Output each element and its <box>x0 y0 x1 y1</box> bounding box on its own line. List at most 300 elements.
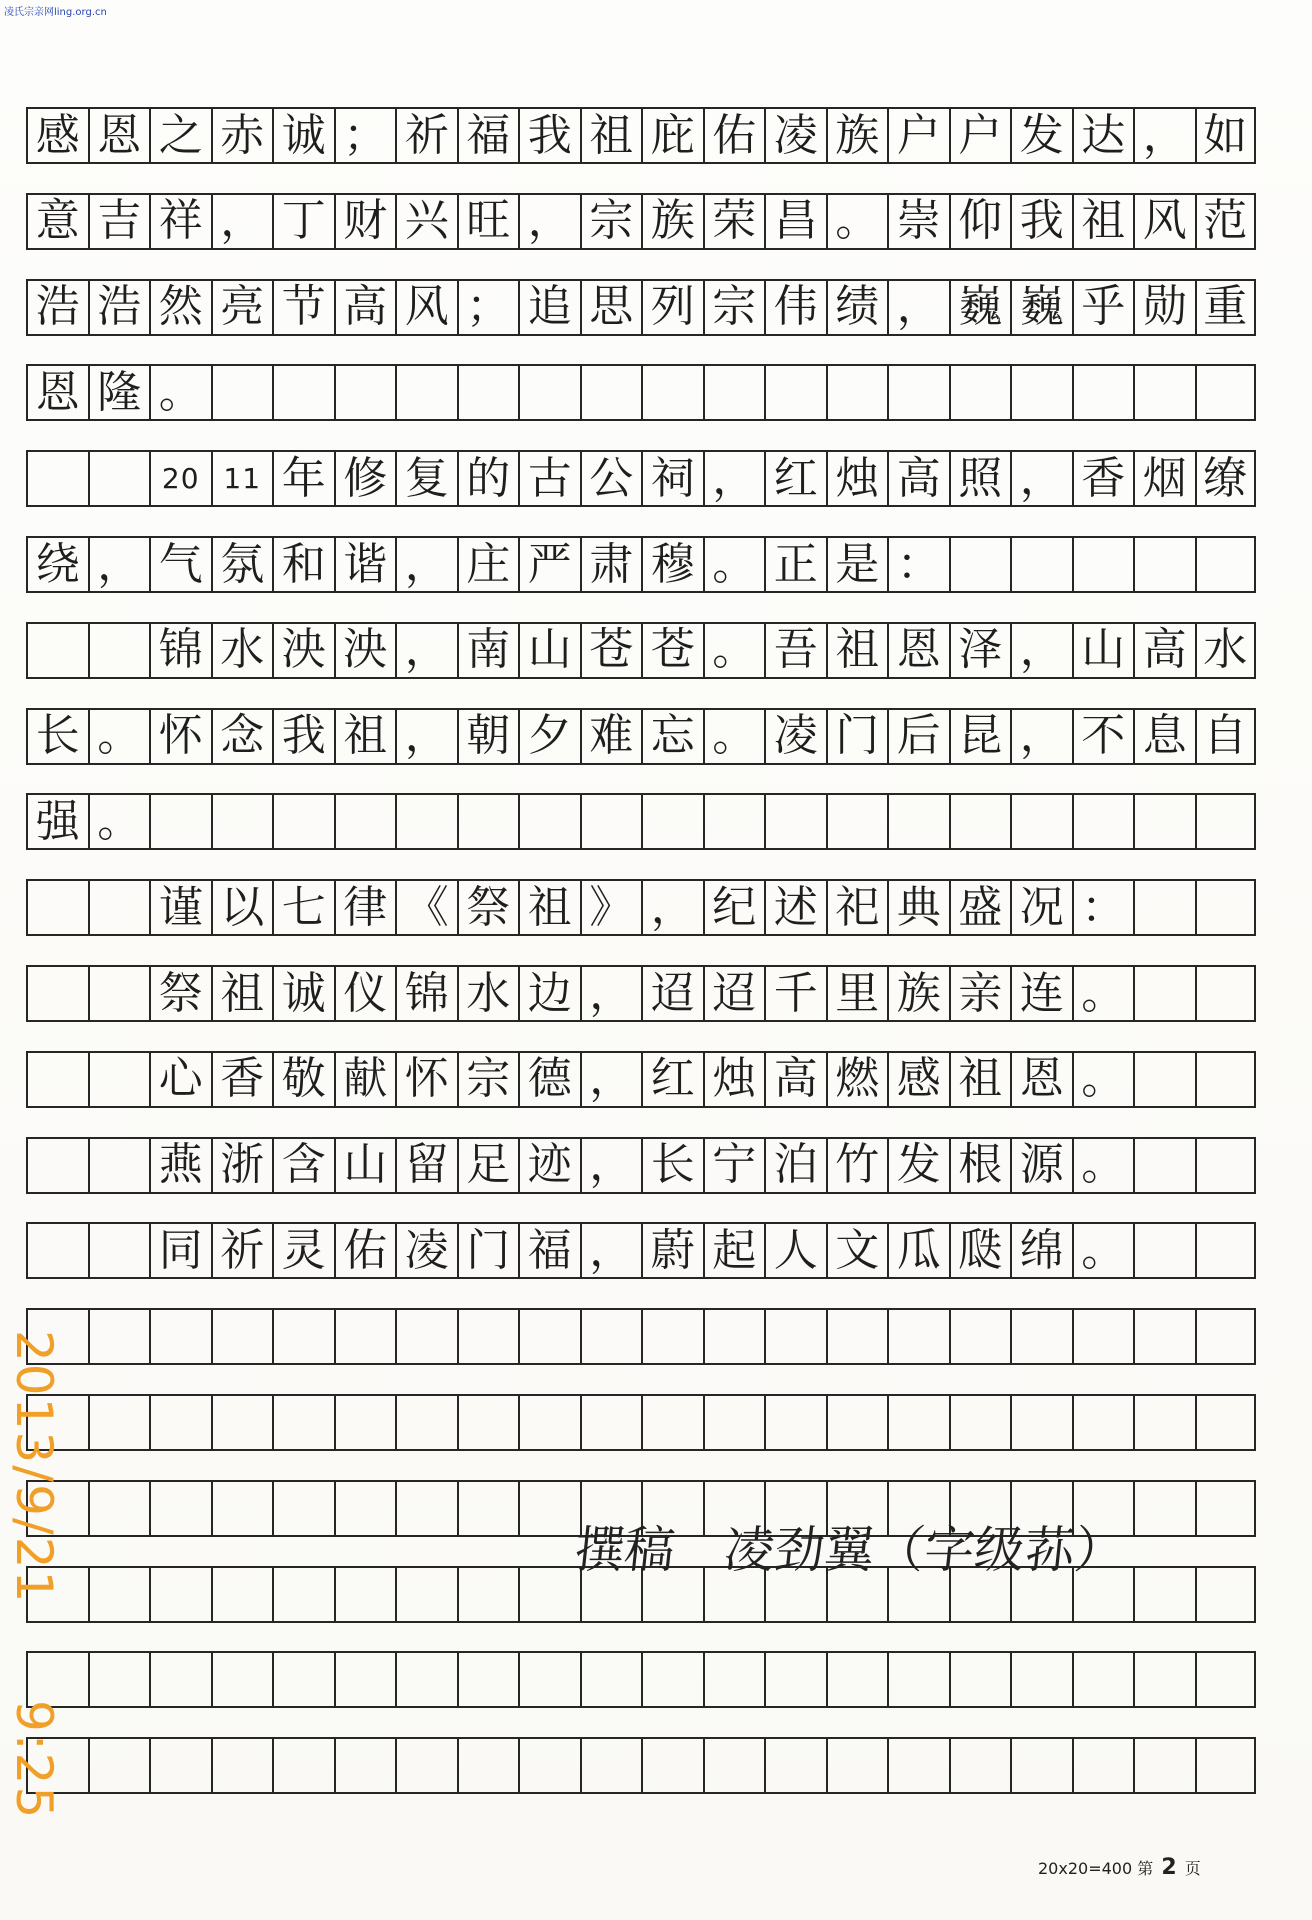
grid-cell: 纪 <box>703 879 765 936</box>
grid-row <box>26 1651 1256 1708</box>
grid-cell: 诚 <box>272 965 334 1022</box>
grid-cell: 南 <box>457 622 519 679</box>
grid-cell <box>334 1651 396 1708</box>
grid-cell <box>88 1222 150 1279</box>
grid-cell: 祥 <box>149 193 211 250</box>
grid-cell: 浩 <box>26 279 88 336</box>
grid-cell: 20 <box>149 450 211 507</box>
grid-cell: 旺 <box>457 193 519 250</box>
grid-cell <box>26 1051 88 1108</box>
grid-cell <box>1010 536 1072 593</box>
grid-cell <box>457 1480 519 1537</box>
grid-cell <box>149 1308 211 1365</box>
grid-cell: 昌 <box>764 193 826 250</box>
grid-cell <box>211 1737 273 1794</box>
time-stamp: 9:25 <box>5 1700 63 1821</box>
grid-cell <box>211 1651 273 1708</box>
grid-cell <box>1010 364 1072 421</box>
grid-cell <box>1072 1308 1134 1365</box>
grid-cell: 节 <box>272 279 334 336</box>
grid-cell <box>764 1651 826 1708</box>
grid-cell: 古 <box>518 450 580 507</box>
grid-row <box>26 708 1256 765</box>
grid-row <box>26 1308 1256 1365</box>
grid-cell: 根 <box>949 1137 1011 1194</box>
grid-cell <box>826 1394 888 1451</box>
grid-cell: 11 <box>211 450 273 507</box>
grid-cell <box>764 1394 826 1451</box>
grid-cell: 足 <box>457 1137 519 1194</box>
grid-cell: 恩 <box>887 622 949 679</box>
page-number: 2 <box>1161 1855 1177 1880</box>
grid-cell <box>518 1651 580 1708</box>
grid-cell: 谨 <box>149 879 211 936</box>
grid-cell: 起 <box>703 1222 765 1279</box>
grid-cell: 风 <box>1133 193 1195 250</box>
grid-cell <box>1133 1737 1195 1794</box>
grid-cell: 和 <box>272 536 334 593</box>
grid-cell: 追 <box>518 279 580 336</box>
grid-cell <box>580 1308 642 1365</box>
grid-cell <box>272 1651 334 1708</box>
grid-cell <box>887 793 949 850</box>
grid-cell <box>1195 1051 1257 1108</box>
grid-cell: 恩 <box>26 364 88 421</box>
grid-cell <box>1010 793 1072 850</box>
grid-cell: 高 <box>1133 622 1195 679</box>
grid-cell <box>518 793 580 850</box>
grid-cell: ： <box>887 536 949 593</box>
grid-row <box>26 279 1256 336</box>
grid-cell: 高 <box>887 450 949 507</box>
grid-cell <box>1195 1308 1257 1365</box>
grid-cell <box>1072 364 1134 421</box>
grid-cell: ， <box>1010 450 1072 507</box>
page-suffix: 页 <box>1184 1859 1201 1878</box>
grid-cell: 感 <box>26 107 88 164</box>
grid-cell <box>887 364 949 421</box>
grid-cell: 庇 <box>641 107 703 164</box>
grid-cell: 正 <box>764 536 826 593</box>
grid-cell: 范 <box>1195 193 1257 250</box>
grid-cell: 祀 <box>826 879 888 936</box>
grid-cell: 迹 <box>518 1137 580 1194</box>
grid-cell: 宗 <box>703 279 765 336</box>
grid-cell <box>1133 1308 1195 1365</box>
grid-cell <box>26 622 88 679</box>
grid-cell: 崇 <box>887 193 949 250</box>
grid-cell: 恩 <box>88 107 150 164</box>
grid-cell: 之 <box>149 107 211 164</box>
grid-cell: 宗 <box>457 1051 519 1108</box>
grid-cell <box>211 793 273 850</box>
grid-cell: ， <box>1010 622 1072 679</box>
grid-cell: 严 <box>518 536 580 593</box>
grid-cell: 高 <box>334 279 396 336</box>
grid-cell <box>887 1394 949 1451</box>
grid-cell: ， <box>580 965 642 1022</box>
grid-cell <box>457 1394 519 1451</box>
grid-cell <box>457 793 519 850</box>
grid-cell <box>641 1651 703 1708</box>
grid-cell: 灵 <box>272 1222 334 1279</box>
grid-cell: ； <box>334 107 396 164</box>
grid-cell: 。 <box>826 193 888 250</box>
grid-cell: 德 <box>518 1051 580 1108</box>
grid-cell <box>887 1308 949 1365</box>
grid-cell <box>272 1480 334 1537</box>
grid-cell: 祭 <box>457 879 519 936</box>
grid-cell: 丁 <box>272 193 334 250</box>
grid-cell <box>641 364 703 421</box>
grid-row <box>26 1051 1256 1108</box>
grid-cell <box>826 1308 888 1365</box>
grid-cell: 红 <box>764 450 826 507</box>
grid-cell: 山 <box>1072 622 1134 679</box>
grid-cell: 泽 <box>949 622 1011 679</box>
grid-cell <box>949 1651 1011 1708</box>
grid-cell: 人 <box>764 1222 826 1279</box>
grid-cell <box>395 1308 457 1365</box>
grid-cell: 盛 <box>949 879 1011 936</box>
grid-cell: 荣 <box>703 193 765 250</box>
grid-cell <box>826 793 888 850</box>
grid-cell <box>26 1137 88 1194</box>
grid-cell: 红 <box>641 1051 703 1108</box>
grid-cell <box>1195 536 1257 593</box>
grid-cell <box>88 622 150 679</box>
grid-cell: 思 <box>580 279 642 336</box>
grid-cell: 山 <box>334 1137 396 1194</box>
grid-cell <box>580 793 642 850</box>
grid-cell <box>211 1308 273 1365</box>
grid-cell: 源 <box>1010 1137 1072 1194</box>
grid-cell: 我 <box>518 107 580 164</box>
grid-cell: 。 <box>1072 1051 1134 1108</box>
grid-cell <box>395 793 457 850</box>
grid-cell: ， <box>88 536 150 593</box>
grid-row <box>26 1222 1256 1279</box>
grid-cell: 水 <box>211 622 273 679</box>
grid-cell: 佑 <box>703 107 765 164</box>
grid-cell <box>1072 793 1134 850</box>
grid-cell <box>395 1394 457 1451</box>
grid-row <box>26 107 1256 164</box>
grid-cell <box>826 364 888 421</box>
grid-cell <box>88 1651 150 1708</box>
grid-cell: ， <box>518 193 580 250</box>
grid-cell: 烟 <box>1133 450 1195 507</box>
grid-cell: 瓜 <box>887 1222 949 1279</box>
grid-cell: 绩 <box>826 279 888 336</box>
grid-cell: 是 <box>826 536 888 593</box>
grid-cell <box>826 1737 888 1794</box>
grid-cell <box>1133 364 1195 421</box>
grid-cell: 迢 <box>641 965 703 1022</box>
grid-cell: 锦 <box>395 965 457 1022</box>
grid-cell: 如 <box>1195 107 1257 164</box>
grid-cell: 瓞 <box>949 1222 1011 1279</box>
grid-cell <box>518 1737 580 1794</box>
grid-cell: 留 <box>395 1137 457 1194</box>
grid-cell: 祖 <box>1072 193 1134 250</box>
grid-cell <box>334 1566 396 1623</box>
grid-cell: 泱 <box>272 622 334 679</box>
grid-cell <box>26 1222 88 1279</box>
grid-cell: 祖 <box>826 622 888 679</box>
grid-cell: 然 <box>149 279 211 336</box>
grid-cell <box>518 1394 580 1451</box>
grid-cell: 谐 <box>334 536 396 593</box>
grid-cell <box>88 1566 150 1623</box>
grid-cell: 律 <box>334 879 396 936</box>
grid-cell <box>1195 1137 1257 1194</box>
grid-cell: ， <box>211 193 273 250</box>
grid-cell <box>88 1394 150 1451</box>
grid-cell: 的 <box>457 450 519 507</box>
grid-cell: 凌 <box>764 708 826 765</box>
grid-cell: 伟 <box>764 279 826 336</box>
grid-row <box>26 450 1256 507</box>
page-footer <box>1038 1855 1201 1880</box>
grid-cell <box>764 1737 826 1794</box>
grid-cell <box>703 1308 765 1365</box>
grid-cell <box>1195 1737 1257 1794</box>
grid-cell <box>1072 1394 1134 1451</box>
grid-cell: 况 <box>1010 879 1072 936</box>
grid-cell: 祖 <box>949 1051 1011 1108</box>
date-stamp: 2013/9/21 <box>5 1330 63 1605</box>
grid-cell <box>88 1737 150 1794</box>
grid-cell <box>580 1737 642 1794</box>
grid-cell <box>211 1480 273 1537</box>
grid-cell <box>334 1394 396 1451</box>
grid-cell: 门 <box>826 708 888 765</box>
grid-cell: 福 <box>518 1222 580 1279</box>
grid-cell <box>334 1737 396 1794</box>
grid-cell: 仰 <box>949 193 1011 250</box>
grid-cell <box>703 364 765 421</box>
grid-spec: 20x20=400 <box>1038 1859 1133 1878</box>
grid-row <box>26 1137 1256 1194</box>
grid-cell <box>1010 1737 1072 1794</box>
grid-cell: 。 <box>1072 965 1134 1022</box>
grid-cell <box>211 1394 273 1451</box>
grid-cell: 》 <box>580 879 642 936</box>
grid-cell: ， <box>395 708 457 765</box>
grid-cell: 仪 <box>334 965 396 1022</box>
grid-cell: 长 <box>641 1137 703 1194</box>
grid-cell <box>1010 1651 1072 1708</box>
grid-cell: 。 <box>703 622 765 679</box>
grid-cell <box>1195 1222 1257 1279</box>
grid-cell: 水 <box>1195 622 1257 679</box>
grid-cell: 凌 <box>395 1222 457 1279</box>
grid-cell: 财 <box>334 193 396 250</box>
grid-cell: 祭 <box>149 965 211 1022</box>
grid-cell: 《 <box>395 879 457 936</box>
grid-cell: 祈 <box>211 1222 273 1279</box>
grid-cell: 后 <box>887 708 949 765</box>
grid-cell: 赤 <box>211 107 273 164</box>
grid-cell <box>395 1737 457 1794</box>
grid-cell: 祠 <box>641 450 703 507</box>
grid-cell: 。 <box>1072 1137 1134 1194</box>
grid-cell <box>88 879 150 936</box>
grid-row <box>26 622 1256 679</box>
grid-cell <box>1133 1222 1195 1279</box>
grid-cell: 。 <box>703 536 765 593</box>
grid-cell <box>887 1737 949 1794</box>
grid-cell: 族 <box>887 965 949 1022</box>
grid-cell: 敬 <box>272 1051 334 1108</box>
grid-cell: 香 <box>211 1051 273 1108</box>
grid-cell: 祈 <box>395 107 457 164</box>
grid-cell <box>395 364 457 421</box>
grid-cell <box>641 793 703 850</box>
grid-cell: 重 <box>1195 279 1257 336</box>
grid-cell <box>395 1566 457 1623</box>
grid-cell: 恩 <box>1010 1051 1072 1108</box>
grid-cell <box>518 1308 580 1365</box>
grid-cell: 心 <box>149 1051 211 1108</box>
grid-cell: 亮 <box>211 279 273 336</box>
grid-cell: 风 <box>395 279 457 336</box>
grid-cell <box>1133 793 1195 850</box>
grid-cell <box>518 1566 580 1623</box>
grid-cell: 朝 <box>457 708 519 765</box>
grid-cell: 不 <box>1072 708 1134 765</box>
grid-cell: 燃 <box>826 1051 888 1108</box>
grid-cell <box>1133 879 1195 936</box>
grid-cell: 献 <box>334 1051 396 1108</box>
grid-cell: 复 <box>395 450 457 507</box>
grid-cell: 强 <box>26 793 88 850</box>
grid-cell <box>703 1737 765 1794</box>
grid-cell: 祖 <box>334 708 396 765</box>
grid-cell <box>334 793 396 850</box>
grid-cell <box>26 450 88 507</box>
grid-cell: 七 <box>272 879 334 936</box>
grid-row <box>26 364 1256 421</box>
grid-cell: 怀 <box>149 708 211 765</box>
grid-cell <box>149 1394 211 1451</box>
grid-cell: 穆 <box>641 536 703 593</box>
grid-cell: 苍 <box>580 622 642 679</box>
grid-cell: 族 <box>641 193 703 250</box>
grid-cell <box>641 1737 703 1794</box>
grid-cell <box>149 793 211 850</box>
grid-cell <box>149 1737 211 1794</box>
grid-cell: 凌 <box>764 107 826 164</box>
grid-cell: 氛 <box>211 536 273 593</box>
grid-cell: 修 <box>334 450 396 507</box>
grid-cell: 泊 <box>764 1137 826 1194</box>
grid-cell <box>1195 879 1257 936</box>
grid-cell: 怀 <box>395 1051 457 1108</box>
grid-cell: 祖 <box>580 107 642 164</box>
grid-cell: 高 <box>764 1051 826 1108</box>
grid-cell: 吉 <box>88 193 150 250</box>
grid-cell: 门 <box>457 1222 519 1279</box>
grid-cell: 述 <box>764 879 826 936</box>
grid-cell <box>149 1651 211 1708</box>
grid-cell <box>1133 1051 1195 1108</box>
grid-cell: 我 <box>1010 193 1072 250</box>
grid-cell: 里 <box>826 965 888 1022</box>
grid-cell <box>88 1480 150 1537</box>
grid-cell <box>949 536 1011 593</box>
grid-row <box>26 536 1256 593</box>
grid-cell: 。 <box>88 708 150 765</box>
grid-cell: 肃 <box>580 536 642 593</box>
grid-cell: 。 <box>149 364 211 421</box>
grid-cell: ， <box>1133 107 1195 164</box>
grid-cell: 念 <box>211 708 273 765</box>
grid-cell: ， <box>395 536 457 593</box>
grid-row <box>26 793 1256 850</box>
grid-cell <box>703 1394 765 1451</box>
site-watermark: 凌氏宗亲网ling.org.cn <box>4 7 107 18</box>
grid-cell: 含 <box>272 1137 334 1194</box>
grid-cell <box>26 879 88 936</box>
page-prefix: 第 <box>1137 1859 1154 1878</box>
grid-cell: 香 <box>1072 450 1134 507</box>
grid-cell <box>518 364 580 421</box>
grid-cell <box>1072 1651 1134 1708</box>
grid-cell <box>272 1308 334 1365</box>
grid-cell <box>1072 1737 1134 1794</box>
grid-cell <box>149 1480 211 1537</box>
grid-cell: 忘 <box>641 708 703 765</box>
grid-cell: 照 <box>949 450 1011 507</box>
grid-cell: 文 <box>826 1222 888 1279</box>
grid-cell <box>764 793 826 850</box>
grid-cell: 宗 <box>580 193 642 250</box>
grid-cell <box>949 1394 1011 1451</box>
grid-cell: 户 <box>949 107 1011 164</box>
grid-cell: 绵 <box>1010 1222 1072 1279</box>
grid-cell: 巍 <box>949 279 1011 336</box>
grid-cell <box>1133 536 1195 593</box>
grid-cell <box>518 1480 580 1537</box>
grid-cell <box>580 364 642 421</box>
grid-cell <box>703 793 765 850</box>
grid-cell: 浙 <box>211 1137 273 1194</box>
grid-cell: 年 <box>272 450 334 507</box>
grid-cell: 宁 <box>703 1137 765 1194</box>
grid-cell <box>1133 965 1195 1022</box>
grid-cell: 庄 <box>457 536 519 593</box>
grid-cell <box>88 450 150 507</box>
grid-cell: 兴 <box>395 193 457 250</box>
grid-cell: 发 <box>887 1137 949 1194</box>
grid-cell <box>580 1651 642 1708</box>
author-signature: 撰稿 凌劲翼（字级荪） <box>571 1521 1128 1579</box>
grid-cell: 水 <box>457 965 519 1022</box>
grid-cell <box>949 364 1011 421</box>
grid-cell <box>641 1308 703 1365</box>
grid-cell: 烛 <box>703 1051 765 1108</box>
grid-cell <box>88 1051 150 1108</box>
grid-cell <box>26 965 88 1022</box>
grid-cell <box>1195 1394 1257 1451</box>
grid-cell <box>272 364 334 421</box>
grid-cell: 迢 <box>703 965 765 1022</box>
grid-cell: 昆 <box>949 708 1011 765</box>
grid-row <box>26 965 1256 1022</box>
grid-cell <box>272 1394 334 1451</box>
